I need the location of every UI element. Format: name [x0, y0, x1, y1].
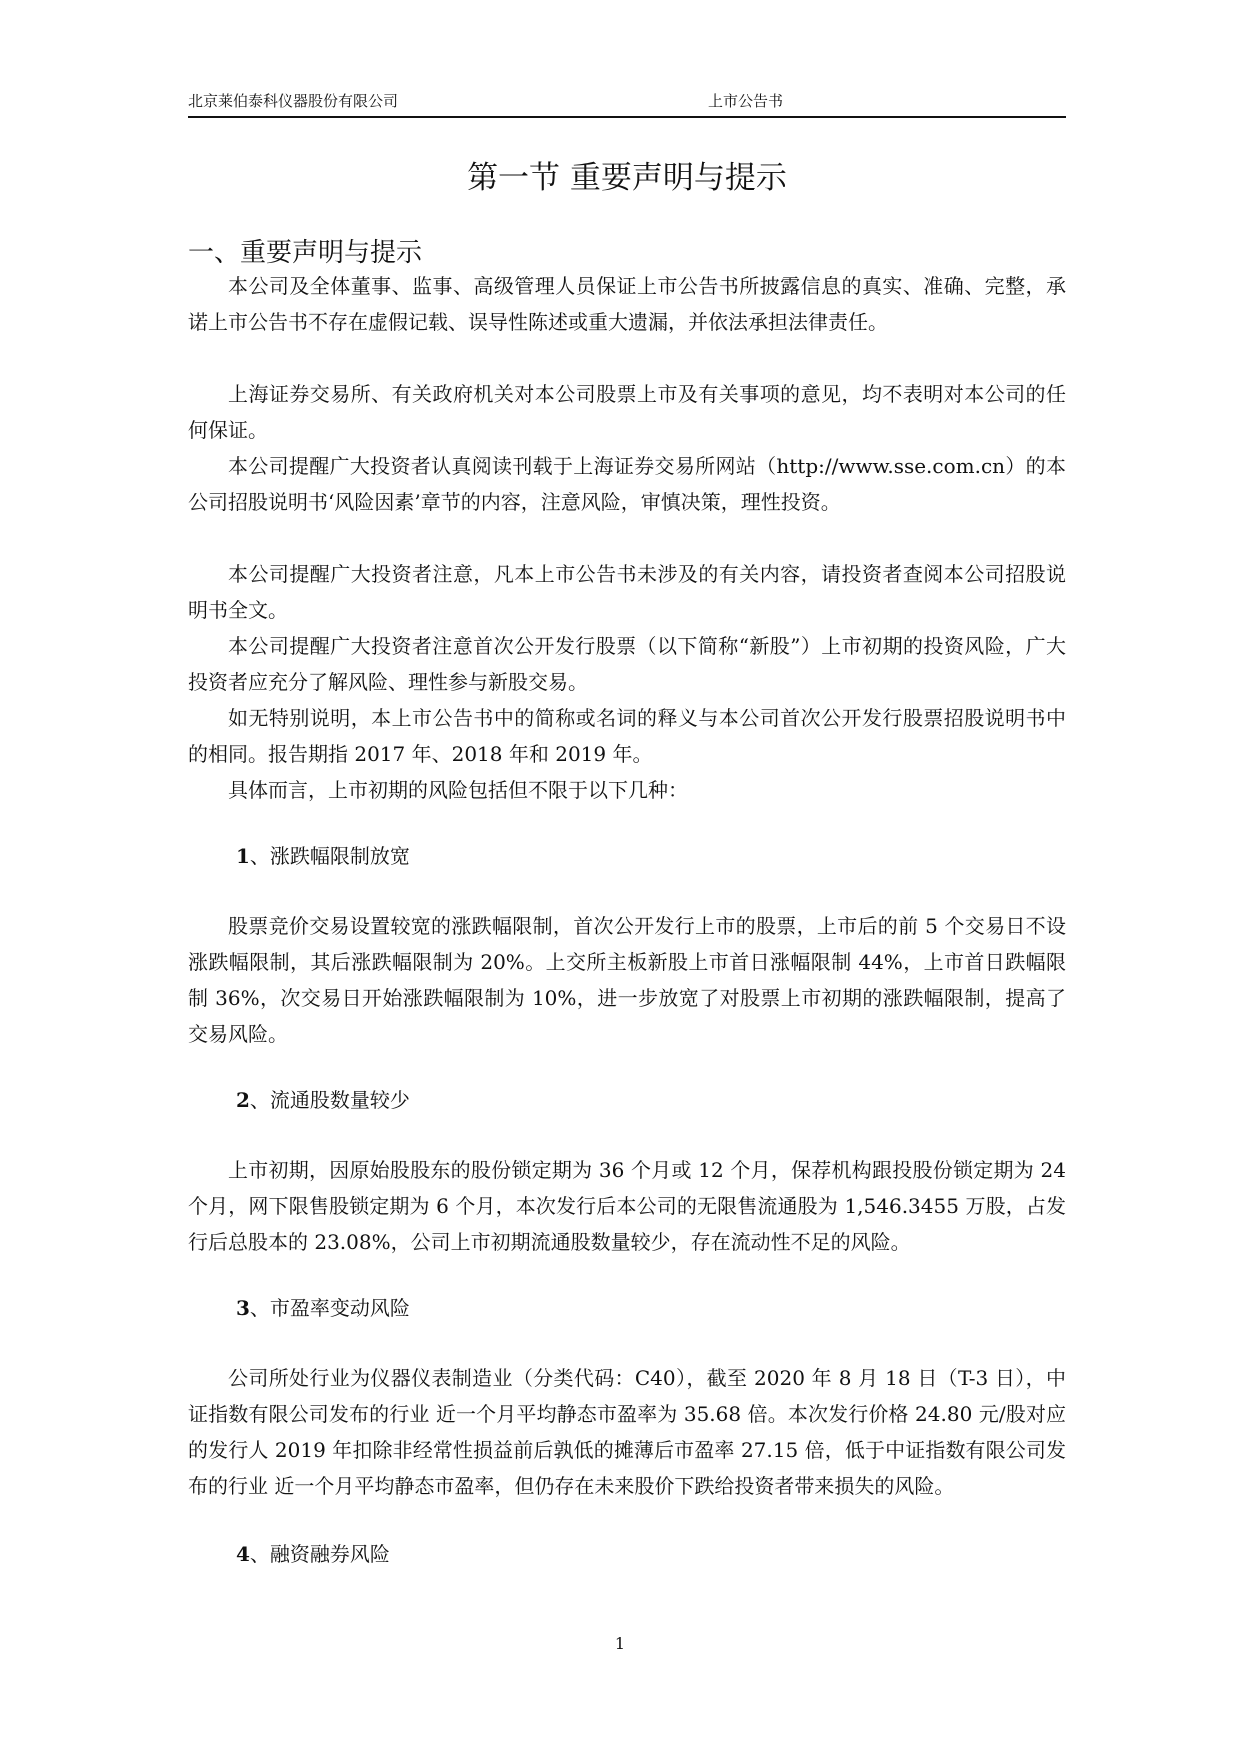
intro-paragraph: 本公司提醒广大投资者认真阅读刊载于上海证券交易所网站（http://www.sse.com.cn）的本公司招股说明书‘风险因素’章节的内容，注意风险，审慎决策，理性投资。: [188, 454, 1066, 514]
risk-heading-3: [236, 1290, 410, 1326]
risk-title: 、涨跌幅限制放宽: [249, 844, 410, 868]
risk-heading-4: [236, 1536, 390, 1572]
intro-paragraph: 上海证券交易所、有关政府机关对本公司股票上市及有关事项的意见，均不表明对本公司的任何保证。: [188, 382, 1066, 442]
risk-number: 3: [236, 1296, 250, 1320]
risk-title: 、市盈率变动风险: [249, 1296, 410, 1320]
intro-paragraph: 本公司提醒广大投资者注意首次公开发行股票（以下简称“新股”）上市初期的投资风险，广大投资者应充分了解风险、理性参与新股交易。: [188, 634, 1066, 694]
intro-paragraph: 如无特别说明，本上市公告书中的简称或名词的释义与本公司首次公开发行股票招股说明书中的相同。报告期指 2017 年、2018 年和 2019 年。: [188, 706, 1066, 766]
page-number: 1: [614, 1634, 626, 1653]
intro-paragraph: 本公司及全体董事、监事、高级管理人员保证上市公告书所披露信息的真实、准确、完整，承诺上市公告书不存在虚假记载、误导性陈述或重大遗漏，并依法承担法律责任。: [188, 274, 1066, 334]
risk-heading-2: [236, 1082, 410, 1118]
risk-number: 1: [236, 844, 250, 868]
risk-paragraph-2: 上市初期，因原始股股东的股份锁定期为 36 个月或 12 个月，保荐机构跟投股份锁定期为 24 个月，网下限售股锁定期为 6 个月，本次发行后本公司的无限售流通股为 1,546.3455 万股，占发行后总股本的 23.08%，公司上市初期流通股数量较少，存在流动性不足的风险。: [188, 1158, 1066, 1254]
section-title: 第一节 重要声明与提示: [467, 160, 787, 196]
risk-title: 、流通股数量较少: [249, 1088, 410, 1112]
intro-paragraph: 本公司提醒广大投资者注意，凡本上市公告书未涉及的有关内容，请投资者查阅本公司招股说明书全文。: [188, 562, 1066, 622]
risk-paragraph-3: 公司所处行业为仪器仪表制造业（分类代码：C40），截至 2020 年 8 月 18 日（T-3 日），中证指数有限公司发布的行业 近一个月平均静态市盈率为 35.68 倍。本次发行价格 24.80 元/股对应的发行人 2019 年扣除非经常性损益前后孰低的摊薄后市盈率 27.15 倍，低于中证指数有限公司发布的行业 近一个月平均静态市盈率，但仍存在未来股价下跌给投资者带来损失的风险。: [188, 1366, 1066, 1498]
intro-paragraph: 具体而言，上市初期的风险包括但不限于以下几种：: [228, 778, 688, 802]
subheading: 一、重要声明与提示: [188, 238, 423, 268]
risk-paragraph-1: 股票竞价交易设置较宽的涨跌幅限制，首次公开发行上市的股票，上市后的前 5 个交易日不设涨跌幅限制，其后涨跌幅限制为 20%。上交所主板新股上市首日涨幅限制 44%，上市首日跌幅限制 36%，次交易日开始涨跌幅限制为 10%，进一步放宽了对股票上市初期的涨跌幅限制，提高了交易风险。: [188, 914, 1066, 1046]
header-company-name: 北京莱伯泰科仪器股份有限公司: [188, 92, 399, 110]
risk-number: 2: [236, 1088, 250, 1112]
risk-heading-1: [236, 838, 410, 874]
risk-title: 、融资融券风险: [249, 1542, 390, 1566]
header-document-title: 上市公告书: [708, 92, 784, 110]
risk-number: 4: [236, 1542, 250, 1566]
page-header: [188, 88, 1066, 118]
